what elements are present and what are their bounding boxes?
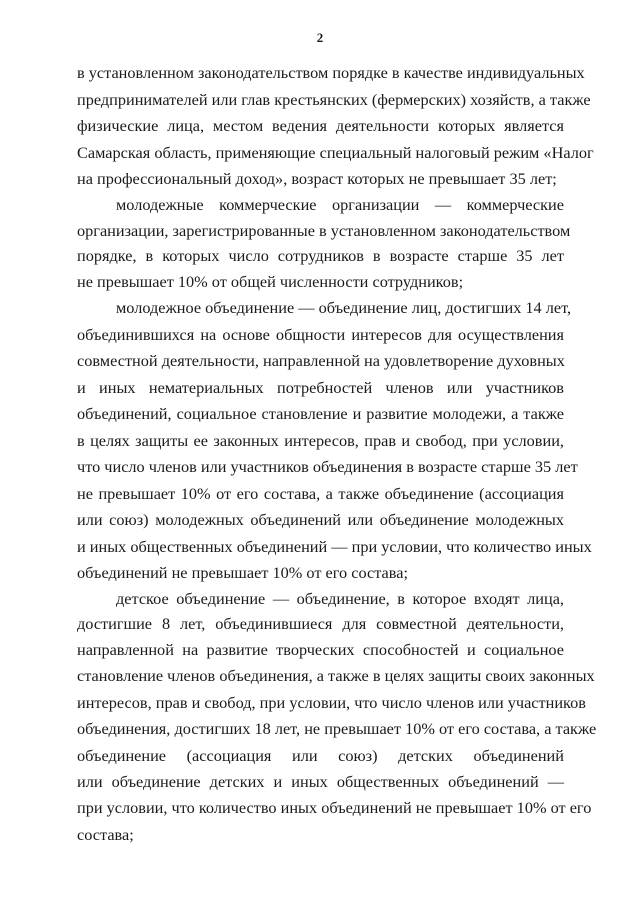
text-line: направленной на развитие творческих способностей и социальное — [77, 640, 564, 659]
text-line: детское объединение — объединение, в которое входят лица, — [116, 589, 564, 608]
text-line: достигшие 8 лет, объединившиеся для совместной деятельности, — [77, 614, 564, 633]
text-line: в установленном законодательством порядке в качестве индивидуальных — [77, 63, 585, 82]
text-line: объединений, социальное становление и развитие молодежи, а также — [77, 404, 564, 423]
text-line: совместной деятельности, направленной на удовлетворение духовных — [77, 351, 565, 370]
text-line: молодежное объединение — объединение лиц, достигших 14 лет, — [116, 298, 572, 317]
text-line: в целях защиты ее законных интересов, прав и свобод, при условии, — [77, 431, 564, 450]
text-line: физические лица, местом ведения деятельности которых является — [77, 116, 564, 135]
text-line: что число членов или участников объединения в возрасте старше 35 лет — [77, 457, 578, 476]
text-line: объединений не превышает 10% от его состава; — [77, 563, 408, 582]
text-line: объединение (ассоциация или союз) детских объединений — [77, 746, 564, 765]
text-line: и иных общественных объединений — при условии, что количество иных — [77, 537, 592, 556]
text-line: объединения, достигших 18 лет, не превышает 10% от его состава, а также — [77, 719, 597, 738]
text-line: молодежные коммерческие организации — коммерческие — [116, 195, 564, 214]
text-line: на профессиональный доход», возраст которых не превышает 35 лет; — [77, 169, 557, 188]
text-line: не превышает 10% от общей численности сотрудников; — [77, 272, 464, 291]
text-line: порядке, в которых число сотрудников в возрасте старше 35 лет — [77, 246, 564, 265]
text-line: организации, зарегистрированные в установленном законодательством — [77, 221, 571, 240]
text-line: при условии, что количество иных объединений не превышает 10% от его — [77, 798, 592, 817]
text-line: интересов, прав и свобод, при условии, что число членов или участников — [77, 693, 586, 712]
page-number: 2 — [316, 30, 324, 45]
text-line: не превышает 10% от его состава, а также объединение (ассоциация — [77, 484, 564, 503]
text-line: объединившихся на основе общности интересов для осуществления — [77, 325, 564, 344]
text-line: состава; — [77, 825, 134, 844]
text-line: Самарская область, применяющие специальный налоговый режим «Налог — [77, 143, 594, 162]
text-line: и иных нематериальных потребностей членов или участников — [77, 378, 564, 397]
text-line: предпринимателей или глав крестьянских (фермерских) хозяйств, а также — [77, 90, 591, 109]
text-line: становление членов объединения, а также в целях защиты своих законных — [77, 666, 595, 685]
text-line: или союз) молодежных объединений или объединение молодежных — [77, 510, 564, 529]
text-line: или объединение детских и иных общественных объединений — — [77, 772, 564, 791]
